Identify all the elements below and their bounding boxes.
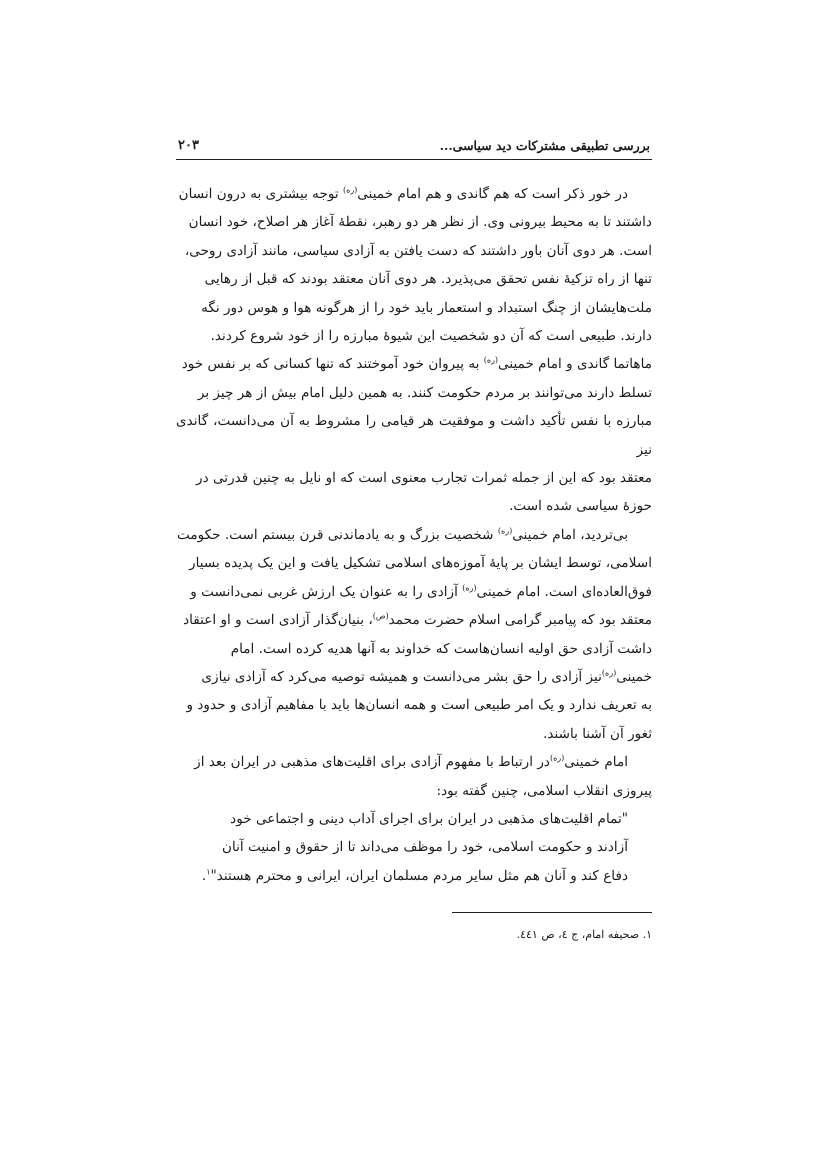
text-line — [176, 635, 652, 663]
paragraph — [176, 180, 652, 521]
text-segment: نیز آزادی را حق بشر می‌دانست و همیشه توصیه می‌کرد که آزادی نیازی — [201, 668, 602, 685]
page — [176, 138, 652, 943]
text-segment: ، بنیان‌گذار آزادی است و او اعتقاد — [183, 612, 373, 629]
text-segment: ثغور آن آشنا باشند. — [543, 725, 652, 742]
text-line — [176, 606, 652, 634]
text-segment: تسلط دارند می‌توانند بر مردم حکومت کنند. به همین دلیل امام بیش از هر چیز بر — [197, 384, 652, 401]
text-line — [176, 265, 652, 293]
text-line — [176, 237, 652, 265]
text-segment: "تمام اقلیت‌های مذهبی در ایران برای اجرای آداب دینی و اجتماعی خود — [230, 810, 628, 827]
superscript-mark: (ره) — [483, 355, 499, 365]
text-segment: شخصیت بزرگ و به یادماندنی قرن بیستم است. حکومت — [176, 526, 498, 543]
text-line — [176, 294, 652, 322]
text-segment: داشت آزادی حق اولیه انسان‌هاست که خداوند به آنها هدیه کرده است. امام — [230, 640, 652, 657]
text-line — [176, 663, 652, 691]
block-quote — [190, 805, 628, 890]
text-line — [176, 379, 652, 407]
text-line — [190, 805, 628, 833]
text-segment: دفاع کند و آنان هم مثل سایر مردم مسلمان ایران، ایرانی و محترم هستند" — [210, 867, 628, 884]
text-segment: در ارتباط با مفهوم آزادی برای اقلیت‌های مذهبی در ایران بعد از — [194, 754, 550, 771]
text-line — [176, 407, 652, 464]
text-segment: به تعریف ندارد و یک امر طبیعی است و همه انسان‌ها باید با مفاهیم آزادی و حدود و — [186, 697, 652, 714]
paragraph — [176, 521, 652, 748]
text-segment: مبارزه با نفس تأکید داشت و موفقیت هر قیامی را مشروط به آن می‌دانست، گاندی نیز — [176, 413, 652, 458]
footnote-rule — [452, 912, 652, 913]
text-segment: به پیروان خود آموختند که تنها کسانی که بر نفس خود — [181, 356, 484, 373]
text-line — [176, 720, 652, 748]
text-line — [176, 521, 652, 549]
paragraph — [176, 748, 652, 805]
text-segment: آزادند و حکومت اسلامی، خود را موظف می‌داند تا از حقوق و امنیت آنان — [221, 839, 628, 856]
superscript-mark: (ره) — [601, 668, 617, 678]
text-segment: داشتند تا به محیط بیرونی وی. از نظر هر دو رهبر، نقطهٔ آغاز هر اصلاح، خود انسان — [188, 214, 652, 231]
text-segment: . — [201, 867, 207, 884]
text-segment: معتقد بود که این از جمله ثمرات تجارب معنوی است که او نایل به چنین قدرتی در — [196, 470, 652, 487]
text-segment: ماهاتما گاندی و امام خمینی — [498, 356, 652, 373]
text-line — [176, 492, 652, 520]
page-number: ۲۰۳ — [178, 138, 199, 153]
text-segment: تنها از راه تزکیهٔ نفس تحقق می‌پذیرد. هر دوی آنان معتقد بودند که قبل از رهایی — [204, 271, 652, 288]
running-header — [176, 138, 652, 160]
footnote: ۱. صحیفه امام، ج ٤، ص ٤٤١. — [516, 928, 652, 942]
superscript-mark: ۱ — [206, 867, 211, 877]
text-line — [176, 777, 652, 805]
text-line — [190, 833, 628, 861]
superscript-mark: (ره) — [549, 753, 565, 763]
running-title: بررسی تطبیقی مشترکات دید سیاسی... — [439, 138, 650, 153]
text-segment: بی‌تردید، امام خمینی — [512, 526, 628, 543]
text-line — [190, 862, 628, 890]
superscript-mark: (ص) — [372, 611, 389, 621]
text-segment: خمینی — [616, 668, 652, 685]
text-segment: امام خمینی — [564, 754, 628, 771]
text-segment: ملت‌هایشان از چنگ استبداد و استعمار باید خود را از هرگونه هوا و هوس دور نگه — [201, 299, 652, 316]
text-segment: توجه بیشتری به درون انسان — [178, 186, 343, 202]
superscript-mark: (ره) — [497, 526, 513, 536]
text-segment: است. هر دوی آنان باور داشتند که دست یافتن به آزادی سیاسی، مانند آزادی روحی، — [184, 242, 652, 259]
text-segment: در خور ذکر است که هم گاندی و هم امام خمینی — [357, 186, 628, 202]
text-segment: معتقد بود که پیامبر گرامی اسلام حضرت محمد — [388, 612, 652, 629]
text-segment: فوق‌العاده‌ای است. امام خمینی — [476, 583, 652, 600]
text-segment: پیروزی انقلاب اسلامی، چنین گفته بود: — [436, 782, 652, 799]
text-line — [176, 748, 652, 776]
superscript-mark: (ره) — [462, 583, 477, 593]
text-segment: آزادی را به عنوان یک ارزش غربی نمی‌دانست و — [190, 583, 463, 600]
text-line — [176, 549, 652, 577]
body-text — [176, 180, 652, 890]
text-line — [176, 578, 652, 606]
text-segment: حوزهٔ سیاسی شده است. — [509, 498, 652, 515]
text-line — [176, 350, 652, 378]
text-segment: دارند. طبیعی است که آن دو شخصیت این شیوهٔ مبارزه را از خود شروع کردند. — [210, 328, 652, 345]
superscript-mark: (ره) — [343, 185, 358, 195]
text-line — [176, 322, 652, 350]
text-line — [176, 691, 652, 719]
text-segment: اسلامی، توسط ایشان بر پایهٔ آموزه‌های اسلامی تشکیل یافت و این یک پدیده بسیار — [189, 555, 652, 572]
text-line — [176, 208, 652, 236]
text-line — [176, 464, 652, 492]
text-line — [176, 180, 652, 208]
